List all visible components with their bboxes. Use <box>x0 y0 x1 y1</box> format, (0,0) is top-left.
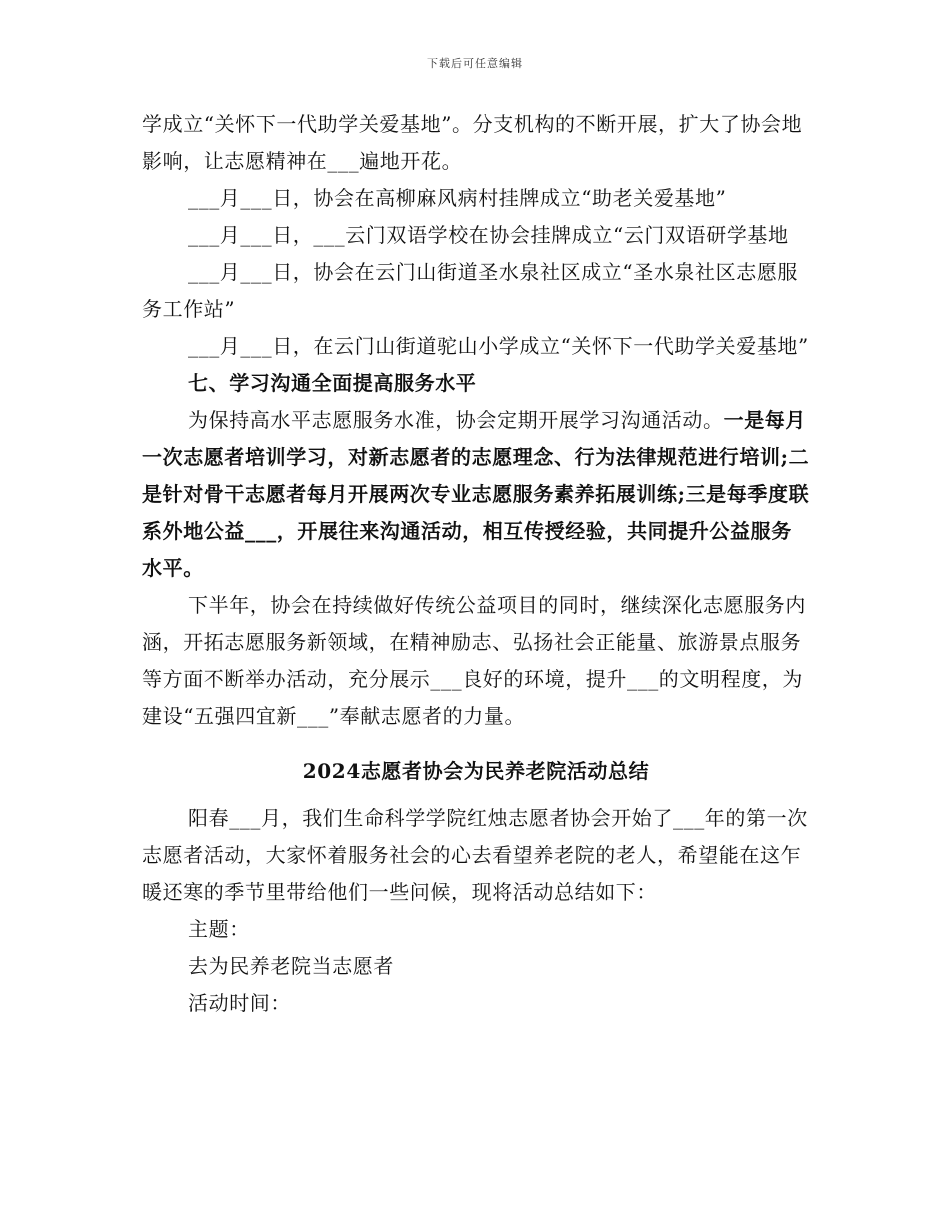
paragraph-continuation: 学成立“关怀下一代助学关爱基地”。分支机构的不断开展，扩大了协会地影响，让志愿精神在___遍地开花。 <box>142 112 803 173</box>
document-body <box>142 106 810 1022</box>
time-label: 活动时间： <box>188 991 291 1015</box>
paragraph-learning-bold: 一是每月一次志愿者培训学习，对新志愿者的志愿理念、行为法律规范进行培训;二是针对骨干志愿者每月开展两次专业志愿服务素养拓展训练;三是每季度联系外地公益___，开展往来沟通活动，相互传授经验，共同提升公益服务水平。 <box>142 408 810 580</box>
document-title: 2024志愿者协会为民养老院活动总结 <box>302 759 650 783</box>
section-heading: 七、学习沟通全面提高服务水平 <box>188 371 477 395</box>
page-header: 下载后可任意编辑 <box>427 57 523 70</box>
theme-value: 去为民养老院当志愿者 <box>188 954 394 978</box>
paragraph-learning <box>142 402 810 587</box>
paragraph-second-half: 下半年，协会在持续做好传统公益项目的同时，继续深化志愿服务内涵，开拓志愿服务新领域，在精神励志、弘扬社会正能量、旅游景点服务等方面不断举办活动，充分展示___良好的环境，提升___的文明程度，为建设“五强四宜新___”奉献志愿者的力量。 <box>142 593 806 728</box>
theme-label: 主题： <box>188 917 250 941</box>
paragraph-learning-intro: 为保持高水平志愿服务水准，协会定期开展学习沟通活动。 <box>188 408 724 432</box>
paragraph-item-3: ___月___日，协会在云门山街道圣水泉社区成立“圣水泉社区志愿服务工作站” <box>142 260 799 321</box>
paragraph-intro: 阳春___月，我们生命科学学院红烛志愿者协会开始了___年的第一次志愿者活动，大家怀着服务社会的心去看望养老院的老人，希望能在这乍暖还寒的季节里带给他们一些问候，现将活动总结如下： <box>142 806 808 904</box>
paragraph-item-4: ___月___日，在云门山街道驼山小学成立“关怀下一代助学关爱基地” <box>188 334 809 358</box>
paragraph-item-1: ___月___日，协会在高柳麻风病村挂牌成立“助老关爱基地” <box>188 186 727 210</box>
paragraph-item-2: ___月___日，___云门双语学校在协会挂牌成立“云门双语研学基地 <box>188 223 789 247</box>
